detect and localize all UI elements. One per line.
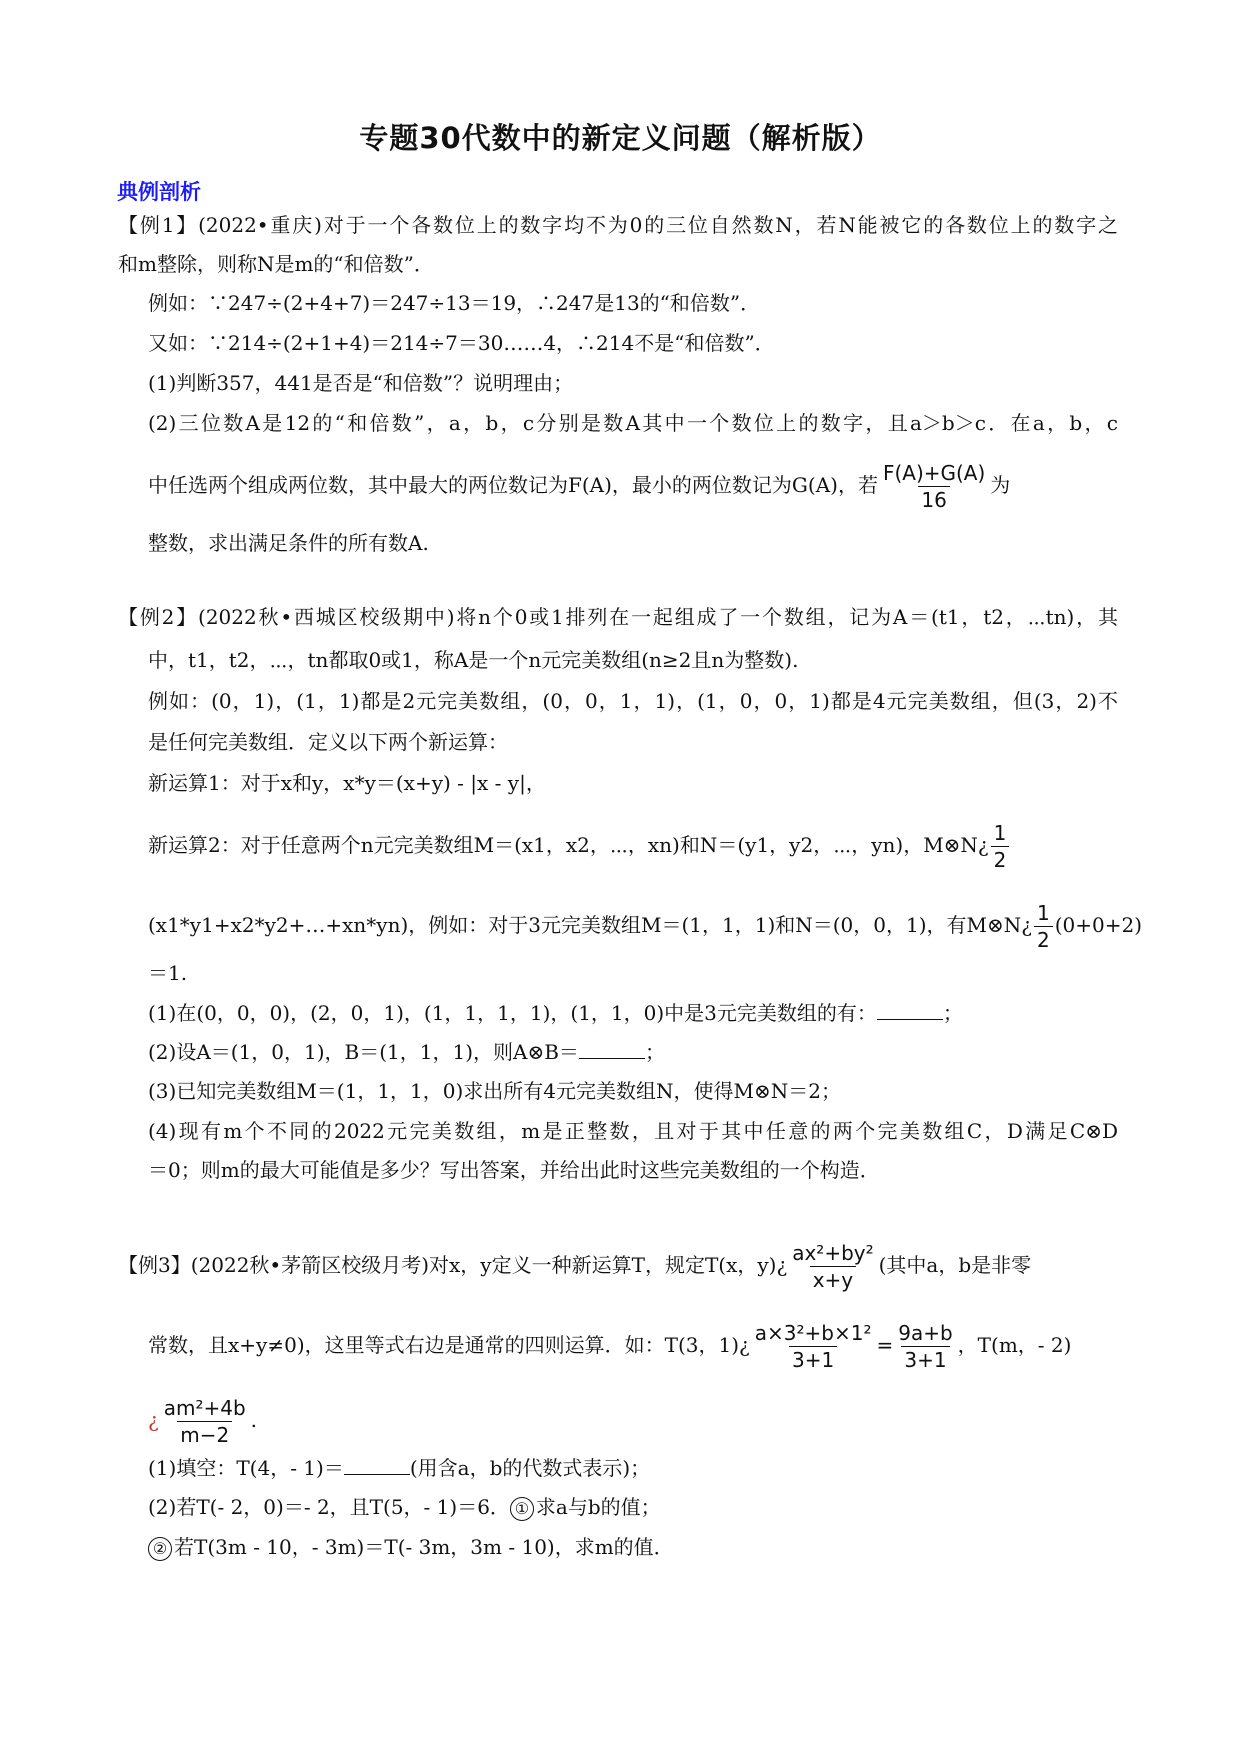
- ex3-question-1: (1)填空：T(4，- 1)＝ (用含a，b的代数式表示)；: [148, 1456, 651, 1480]
- fraction-tm: $\frac{\text{am²+4b}}{m-2}$: [163, 1396, 246, 1447]
- ex2-question-4b: ＝0；则m的最大可能值是多少？写出答案，并给出此时这些完美数组的一个构造．: [148, 1158, 880, 1182]
- fraction-fa-ga: $\frac{F(A)+G(A)}{16}$: [882, 461, 986, 512]
- fraction-t-definition: $\frac{\text{ax²+by²}}{x+y}$: [792, 1241, 874, 1292]
- ex2-line-3: 例如：(0，1)，(1，1)都是2元完美数组，(0，0，1，1)，(1，0，0，1)都是4元完美数组，但(3，2)不: [148, 689, 1118, 713]
- ex2-line-6: 新运算2：对于任意两个n元完美数组M＝(x1，x2，⋯，xn)和N＝(y1，y2，⋯，yn)，M⊗N¿ $\frac{1}{2}$: [148, 820, 1011, 873]
- ex1-line-2: 和m整除，则称N是m的“和倍数”．: [118, 252, 434, 276]
- fraction-half: $\frac{1}{2}$: [991, 820, 1010, 873]
- fraction-half-example: $\frac{1}{2}$: [1034, 900, 1053, 953]
- ex2-line-1: 【例2】(2022秋•西城区校级期中)将n个0或1排列在一起组成了一个数组，记为A＝(t1，t2，⋯tn)，其: [118, 605, 1118, 629]
- ex2-question-3: (3)已知完美数组M＝(1，1，1，0)求出所有4元完美数组N，使得M⊗N＝2；: [148, 1079, 841, 1103]
- ex3-question-3: ② 若T(3m - 10，- 3m)＝T(- 3m，3m - 10)，求m的值．: [148, 1534, 674, 1561]
- ex3-line-3: ¿ $\frac{\text{am²+4b}}{m-2}$ .: [148, 1396, 258, 1447]
- ex2-line-2: 中，t1，t2，⋯，tn都取0或1，称A是一个n元完美数组(n≥2且n为整数).: [148, 648, 799, 672]
- ex1-line-5: (1)判断357，441是否是“和倍数”？说明理由；: [148, 371, 574, 395]
- ex2-question-4a: (4)现有m个不同的2022元完美数组，m是正整数，且对于其中任意的两个完美数组C，D满足C⊗D: [148, 1119, 1118, 1143]
- ex2-line-7: (x1*y1+x2*y2+…+xn*yn)，例如：对于3元完美数组M＝(1，1，1)和N＝(0，0，1)，有M⊗N¿ $\frac{1}{2}$ (0+0+2): [148, 901, 1143, 952]
- ex2-question-2: (2)设A＝(1，0，1)，B＝(1，1，1)，则A⊗B＝ ；: [148, 1040, 665, 1064]
- ex2-line-8: ＝1.: [148, 961, 188, 985]
- ex2-line-4: 是任何完美数组．定义以下两个新运算：: [148, 730, 508, 754]
- ex2-question-1: (1)在(0，0，0)，(2，0，1)，(1，1，1，1)，(1，1，0)中是3元完美数组的有： ；: [148, 1001, 963, 1025]
- answer-blank: [579, 1040, 645, 1059]
- circled-two: ②: [148, 1537, 172, 1561]
- ex1-line-7: 中任选两个组成两位数，其中最大的两位数记为F(A)，最小的两位数记为G(A)，若 $\frac{F(A)+G(A)}{16}$ 为: [148, 461, 1011, 512]
- ex2-line-5: 新运算1：对于x和y，x*y＝(x+y) - |x - y|，: [148, 771, 546, 795]
- answer-blank: [344, 1456, 410, 1475]
- ex3-line-1: 【例3】(2022秋•茅箭区校级月考)对x，y定义一种新运算T，规定T(x，y)¿ $\frac{\text{ax²+by²}}{x+y}$ (其中a，b是非零: [118, 1241, 1032, 1292]
- ex1-line-3: 例如：∵247÷(2+4+7)＝247÷13＝19，∴247是13的“和倍数”．: [148, 291, 761, 315]
- ex3-question-2: (2)若T(- 2，0)＝- 2，且T(5，- 1)＝6． ① 求a与b的值；: [148, 1495, 661, 1519]
- ex1-line-7-text: 中任选两个组成两位数，其中最大的两位数记为F(A)，最小的两位数记为G(A)，若: [148, 473, 878, 497]
- page-title: 专题30代数中的新定义问题（解析版）: [359, 121, 882, 155]
- circled-one: ①: [510, 1497, 534, 1521]
- fraction-t31-b: $\frac{9a+b}{3+1}$: [898, 1321, 953, 1372]
- ex1-line-1: 【例1】(2022•重庆)对于一个各数位上的数字均不为0的三位自然数N，若N能被它的各数位上的数字之: [118, 213, 1118, 237]
- ex1-line-8: 整数，求出满足条件的所有数A.: [148, 531, 429, 555]
- ex1-line-6: (2)三位数A是12的“和倍数”，a，b，c分别是数A其中一个数位上的数字，且a＞b＞c．在a，b，c: [148, 411, 1118, 435]
- fraction-t31-a: $\frac{\text{a×3²+b×1²}}{3+1}$: [754, 1321, 872, 1372]
- section-heading: 典例剖析: [117, 180, 201, 204]
- ex3-line-2: 常数，且x+y≠0)，这里等式右边是通常的四则运算．如：T(3，1)¿ $\frac{\text{a×3²+b×1²}}{3+1}$ = $\frac{9a+b}{3+1}$ ，T(m，- 2): [148, 1321, 1072, 1372]
- answer-blank: [877, 1001, 943, 1020]
- ex1-line-4: 又如：∵214÷(2+1+4)＝214÷7＝30……4，∴214不是“和倍数”．: [148, 331, 775, 355]
